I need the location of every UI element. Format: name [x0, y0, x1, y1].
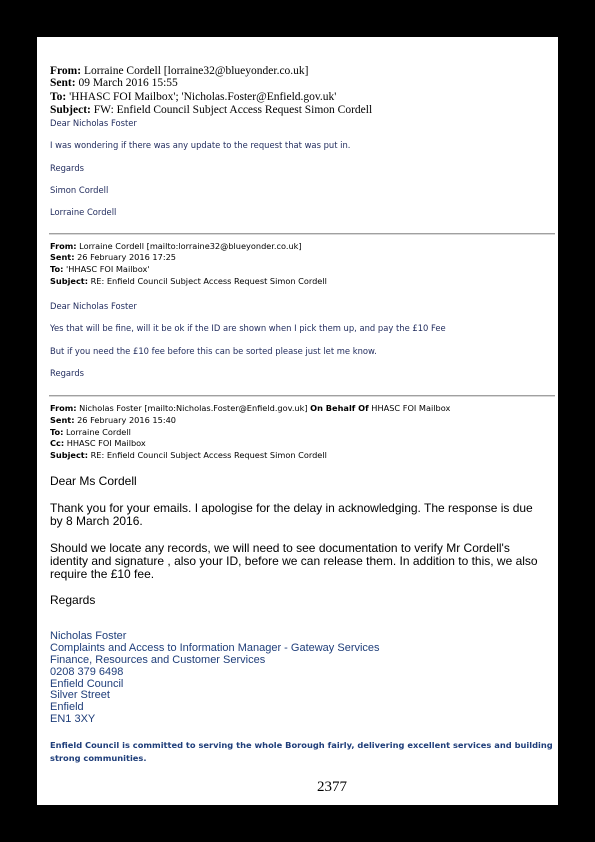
- email3-subject: Subject: RE: Enfield Council Subject Access Request Simon Cordell: [50, 450, 327, 460]
- email3-para1-line1: Thank you for your emails. I apologise for the delay in acknowledging. The response is due: [50, 501, 533, 515]
- signature-name: Nicholas Foster: [50, 630, 127, 642]
- email3-regards: Regards: [50, 593, 96, 607]
- email3-para2-line1: Should we locate any records, we will need to see documentation to verify Mr Cordell's: [50, 541, 510, 555]
- email1-greeting: Dear Nicholas Foster: [50, 118, 137, 128]
- signature-title: Complaints and Access to Information Manager - Gateway Services: [50, 642, 380, 654]
- signature-phone: 0208 379 6498: [50, 666, 124, 678]
- email1-signature-2: Lorraine Cordell: [50, 207, 117, 217]
- email1-regards: Regards: [50, 163, 85, 173]
- signature-postcode: EN1 3XY: [50, 713, 96, 725]
- email1-subject: Subject: FW: Enfield Council Subject Access Request Simon Cordell: [50, 104, 373, 116]
- email1-from: From: Lorraine Cordell [lorraine32@blueyonder.co.uk]: [50, 65, 309, 77]
- email2-body-2: But if you need the £10 fee before this can be sorted please just let me know.: [50, 346, 377, 356]
- email2-sent: Sent: 26 February 2016 17:25: [50, 252, 177, 262]
- email3-to: To: Lorraine Cordell: [50, 427, 131, 437]
- email2-from: From: Lorraine Cordell [mailto:lorraine32@blueyonder.co.uk]: [50, 241, 302, 251]
- email3-para1-line2: by 8 March 2016.: [50, 514, 143, 528]
- email2-regards: Regards: [50, 368, 85, 378]
- email2-to: To: 'HHASC FOI Mailbox': [50, 264, 150, 274]
- email2-subject: Subject: RE: Enfield Council Subject Access Request Simon Cordell: [50, 276, 327, 286]
- signature-department: Finance, Resources and Customer Services: [50, 654, 266, 666]
- separator-shadow: [49, 396, 555, 397]
- email3-greeting: Dear Ms Cordell: [50, 474, 137, 488]
- signature-street: Silver Street: [50, 689, 110, 701]
- email3-para2-line2: identity and signature , also your ID, before we can release them. In addition to this, we also: [50, 554, 538, 568]
- email3-from: From: Nicholas Foster [mailto:Nicholas.Foster@Enfield.gov.uk] On Behalf Of HHASC FOI Mailbox: [50, 403, 451, 413]
- email2-greeting: Dear Nicholas Foster: [50, 301, 137, 311]
- email3-sent: Sent: 26 February 2016 15:40: [50, 415, 177, 425]
- email2-body-1: Yes that will be fine, will it be ok if the ID are shown when I pick them up, and pay the £10 Fee: [50, 323, 446, 333]
- footer-line-2: strong communities.: [50, 753, 147, 763]
- document-page: [37, 37, 558, 805]
- signature-town: Enfield: [50, 701, 84, 713]
- email1-signature-1: Simon Cordell: [50, 185, 109, 195]
- email1-body: I was wondering if there was any update to the request that was put in.: [50, 140, 351, 150]
- email3-cc: Cc: HHASC FOI Mailbox: [50, 438, 146, 448]
- footer-line-1: Enfield Council is committed to serving the whole Borough fairly, delivering excellent services and building: [50, 740, 553, 750]
- page-number: 2377: [317, 779, 347, 795]
- email3-para2-line3: require the £10 fee.: [50, 567, 155, 581]
- email1-sent: Sent: 09 March 2016 15:55: [50, 77, 178, 89]
- email1-to: To: 'HHASC FOI Mailbox'; 'Nicholas.Foster@Enfield.gov.uk': [50, 91, 337, 103]
- separator-shadow: [49, 234, 555, 235]
- signature-organisation: Enfield Council: [50, 678, 124, 690]
